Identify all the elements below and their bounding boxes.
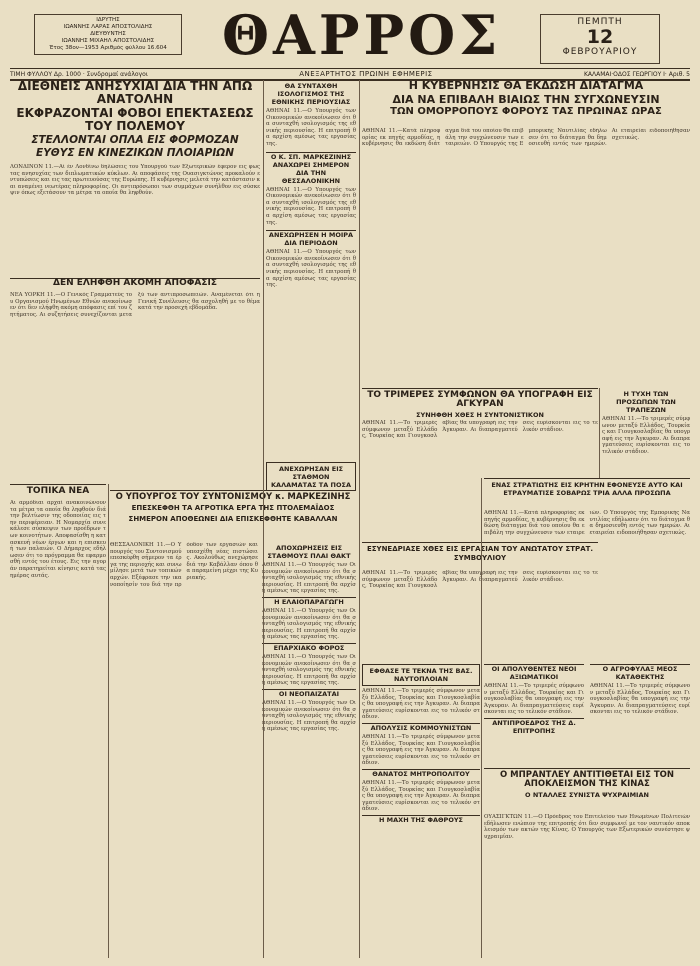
right-headline-1: Η ΚΥΒΕΡΝΗΣΙΣ ΘΑ ΕΚΔΩΣΗ ΔΙΑΤΑΓΜΑ [408,80,644,92]
lead-headline-3: ΣΤΕΛΛΟΝΤΑΙ ΟΠΛΑ ΕΙΣ ΦΟΡΜΟΖΑΝ [31,134,239,147]
mid-headline-5: Ο ΥΠΟΥΡΓΟΣ ΤΟΥ ΣΥΝΤΟΝΙΣΜΟΥ κ. ΜΑΡΚΕΖΙΝΗΣ [115,492,351,502]
right-body-8: ΑΘΗΝΑΙ 11.—Το τριμερές σύμφωνον μεταξύ Ελλάδος, Τουρκίας και Γιουγκοσλαβίας θα υπογραφή εις την Άγκυραν. Αι διαπραγματεύσεις ευρίσκονται εις το τελικόν στάδιον. [484,683,584,716]
mid-body-6: ΑΘΗΝΑΙ 11.—Ο Υπουργός των Οικονομικών ανεκοίνωσεν ότι θα συνταχθή ισολογισμός της εθνικής περιουσίας. Η επιτροπή θα αρχίση αμέσως τας εργασίας της. [262,699,356,733]
right-story2-head [362,388,598,419]
right-headline-4: ΤΟ ΤΡΙΜΕΡΕΣ ΣΥΜΦΩΝΟΝ ΘΑ ΥΠΟΓΡΑΦΗ ΕΙΣ ΑΓΚΥΡΑΝ [367,390,593,409]
founders-line: ΙΩΑΝΝΗΣ ΛΑΡΑΣ ΑΠΟΣΤΟΛΙΔΗΣ [63,24,153,30]
left-head-2-wrap [10,484,106,499]
founders-box [34,14,182,55]
date-number: 12 [586,26,614,48]
right-body-2: ΑΘΗΝΑΙ 11.—Το τριμερές σύμφωνον μεταξύ Ελλάδος, Τουρκίας και Γιουγκοσλαβίας θα υπογραφή εις την Άγκυραν. Αι διαπραγματεύσεις ευρίσκονται εις το τελικόν στάδιον. [362,420,598,440]
right-headline-7: ΕΝΑΣ ΣΤΡΑΤΙΩΤΗΣ ΕΙΣ ΚΡΗΤΗΝ ΕΦΟΝΕΥΣΕ ΑΥΤΟ ΚΑΙ ΕΤΡΑΥΜΑΤΙΣΕ ΣΟΒΑΡΩΣ ΤΡΙΑ ΑΛΛΑ ΠΡΟΣΩΠΑ [491,481,683,497]
right-mid-small [484,662,584,766]
left-body-1: ΝΕΑ ΥΟΡΚΗ 11.—Ο Γενικός Γραμματεύς του Οργανισμού Ηνωμένων Εθνών ανεκοίνωσεν ότι δεν ελήφθη ακόμη απόφασις επί του ζητήματος. Αι συζητήσεις συνεχίζονται μεταξύ των αντιπροσωπειών. Αναμένεται ότι η Γενική Συνέλευσις θα ασχοληθή με το θέμα κατά την προσεχή εβδομάδα. [10,292,260,318]
mid-column-top [266,80,356,460]
right-headline-8: ΕΦΘΑΣΕ ΤΕ ΤΕΚΝΑ ΤΗΣ ΒΑΣ. ΝΑΥΤΟΠΛΟΙΑΝ [362,664,480,686]
mid-headline-10: ΕΠΑΡΧΙΑΚΟ ΦΟΡΟΣ [262,643,356,652]
mid-headline-8: ΑΠΟΧΩΡΗΣΕΙΣ ΕΙΣ ΣΤΑΘΜΟΥΣ ΠΛΑΙ ΘΑΚΤ [267,544,351,560]
founders-line: Έτος 38ον—1953 Αριθμός φύλλου 16.604 [49,45,167,51]
mid-body-2: ΘΕΣΣΑΛΟΝΙΚΗ 11.—Ο Υπουργός του Συντονισμού επεσκέφθη σήμερον τα έργα της περιοχής και συνωμίλησε μετά των τοπικών αρχών. Εξέφρασε την ικανοποίησίν του διά την πρόοδον των εργασιών και υπεσχέθη νέας πιστώσεις. Ακολούθως ανεχώρησε διά την Καβάλλαν όπου θα παραμείνη μέχρι της Κυριακής. [110,542,258,588]
lead-body: ΛΟΝΔΙΝΟΝ 11.—Αί έν Λονδίνω δηλώσεις του Υπουργού των Εξωτερικών έφερον εις φως τας ανησυχίας των διπλωματικών κύκλων. Αι αποφάσεις της Ουασιγκτώνος προκαλούν εντυπώσεις και εις τας πρωτευούσας της Ευρώπης. Η κυβέρνησις μελετά την κατάστασιν και αναμένει νεωτέρας πληροφορίας. Οι αντιπρόσωποι των συμμάχων συνήλθον εις σύσκεψιν όπως εξετάσουν τα μέτρα τα οποία θα ληφθούν. [10,164,260,197]
lead-headline-2: ΕΚΦΡΑΖΟΝΤΑΙ ΦΟΒΟΙ ΕΠΕΚΤΑΣΕΩΣ ΤΟΥ ΠΟΛΕΜΟΥ [16,106,254,133]
right-headline-2: ΔΙΑ ΝΑ ΕΠΙΒΑΛΗ ΒΙΑΙΩΣ ΤΗΝ ΣΥΓΧΩΝΕΥΣΙΝ [392,92,660,106]
right-story4-head [484,478,690,509]
right-body-1: ΑΘΗΝΑΙ 11.—Κατά πληροφορίας εκ πηγής αρμοδίας, η κυβέρνησις θα εκδώση διάταγμα διά του οποίου θα επιβάλη την συγχώνευσιν των εταιρειών. Ο Υπουργός της Εμπορικής Ναυτιλίας εδήλωσεν ότι το διάταγμα θα δημοσιευθή εντός των ημερών. Αι εταιρείαι ειδοποιήθησαν σχετικώς. [362,128,690,148]
right-headline-6: ΕΣΥΝΕΔΡΙΑΣΕ ΧΘΕΣ ΕΙΣ ΕΡΓΑΣΙΑΝ ΤΟΥ ΑΝΩΤΑΤΟΥ ΣΤΡΑΤ. ΣΥΜΒΟΥΛΙΟΥ [366,545,594,562]
mid-headline-4: ΑΝΕΧΩΡΗΣΑΝ ΕΙΣ ΣΤΑΘΜΟΝ ΚΑΛΑΜΑΤΑΣ ΤΑ ΠΟΣΑ [266,462,356,490]
price-line: ΤΙΜΗ ΦΥΛΛΟΥ Δρ. 1000 · Συνδρομαί ανάλογοι [10,70,148,78]
masthead [10,3,690,68]
lead-headline-1: ΔΙΕΘΝΕΙΣ ΑΝΗΣΥΧΙΑΙ ΔΙΑ ΤΗΝ ΑΠΩ ΑΝΑΤΟΛΗΝ [17,80,253,106]
right-body-7: ΑΘΗΝΑΙ 11.—Κατά πληροφορίας εκ πηγής αρμοδίας, η κυβέρνησις θα εκδώση διάταγμα διά του οποίου θα επιβάλη την συγχώνευσιν των εταιρειών. Ο Υπουργός της Εμπορικής Ναυτιλίας εδήλωσεν ότι το διάταγμα θα δημοσιευθή εντός των ημερών. Αι εταιρείαι ειδοποιήθησαν σχετικώς. [484,510,690,536]
mid-body-5: ΑΘΗΝΑΙ 11.—Ο Υπουργός των Οικονομικών ανεκοίνωσεν ότι θα συνταχθή ισολογισμός της εθνικής περιουσίας. Η επιτροπή θα αρχίση αμέσως τας εργασίας της. [262,653,356,687]
date-day: ΠΕΜΠΤΗ [577,17,623,27]
right-lower-left [362,662,480,958]
mid-column-bottom [262,542,356,958]
date-month: ΦΕΒΡΟΥΑΡΙΟΥ [562,47,638,57]
mid-body-4: ΑΘΗΝΑΙ 11.—Ο Υπουργός των Οικονομικών ανεκοίνωσεν ότι θα συνταχθή ισολογισμός της εθνικής περιουσίας. Η επιτροπή θα αρχίση αμέσως τας εργασίας της. [262,607,356,641]
right-headline-15: Ο ΑΓΡΟΦΥΛΑΞ ΜΕΟΣ ΚΑΤΑΘΕΚΤΗΣ [590,664,690,681]
far-right-top [602,388,690,478]
right-headline-11: Η ΜΑΧΗ ΤΗΣ ΦΑΘΡΟΥΣ [362,815,480,824]
date-box [540,14,660,64]
right-body-4: ΑΘΗΝΑΙ 11.—Το τριμερές σύμφωνον μεταξύ Ελλάδος, Τουρκίας και Γιουγκοσλαβίας θα υπογραφή εις την Άγκυραν. Αι διαπραγματεύσεις ευρίσκονται εις το τελικόν στάδιον. [362,688,480,721]
right-headline-13: Ο ΝΤΑΛΛΕΣ ΣΥΝΙΣΤΑ ΨΥΧΡΑΙΜΙΑΝ [525,791,649,799]
mid-headline-6: ΕΠΕΣΚΕΦΘΗ ΤΑ ΑΓΡΟΤΙΚΑ ΕΡΓΑ ΤΗΣ ΠΤΟΛΕΜΑΪΔΟΣ [131,504,335,512]
lead-headline-4: ΕΥΘΥΣ ΕΝ ΚΙΝΕΖΙΚΩΝ ΠΛΟΙΑΡΙΩΝ [36,147,234,160]
newspaper-title: ΘΑΡΡΟΣ [222,3,502,67]
mid-body-1: ΑΘΗΝΑΙ 11.—Ο Υπουργός των Οικονομικών ανεκοίνωσεν ότι θα συνταχθή ισολογισμός της εθνικής περιουσίας. Η επιτροπή θα αρχίση αμέσως τας εργασίας της. [266,108,356,147]
mid-headline-9: Η ΕΛΑΙΟΠΑΡΑΓΩΓΗ [262,597,356,606]
right-body-6: ΑΘΗΝΑΙ 11.—Το τριμερές σύμφωνον μεταξύ Ελλάδος, Τουρκίας και Γιουγκοσλαβίας θα υπογραφή εις την Άγκυραν. Αι διαπραγματεύσεις ευρίσκονται εις το τελικόν στάδιον. [362,779,480,813]
mid-body-1c: ΑΘΗΝΑΙ 11.—Ο Υπουργός των Οικονομικών ανεκοίνωσεν ότι θα συνταχθή ισολογισμός της εθνικής περιουσίας. Η επιτροπή θα αρχίση αμέσως τας εργασίας της. [266,249,356,289]
left-headline-1: ΔΕΝ ΕΛΗΦΘΗ ΑΚΟΜΗ ΑΠΟΦΑΣΙΣ [10,278,260,288]
mid-headline-11: ΟΙ ΝΕΟΠΑΙΖΑΤΑΙ [262,689,356,698]
right-headline-14: ΟΙ ΑΠΟΛΥΘΕΝΤΕΣ ΝΕΟΙ ΑΞΙΩΜΑΤΙΚΟΙ [484,664,584,681]
right-body-10: ΟΥΑΣΙΓΚΤΩΝ 11.—Ο Πρόεδρος του Επιτελείου των Ηνωμένων Πολιτειών εδήλωσεν ενώπιον της επιτροπής ότι δεν συμφωνεί με τον ναυτικόν αποκλεισμόν των ακτών της Κίνας. Ο Υπουργός των Εξωτερικών συνέστησε ψυχραιμίαν. [484,814,690,840]
mid-box-head [266,460,356,490]
right-mid-small-2 [590,662,690,766]
founders-line: ΔΙΕΥΘΥΝΤΗΣ [90,31,126,37]
founders-line: ΙΩΑΝΝΗΣ ΜΙΧΑΗΛ ΑΠΟΣΤΟΛΙΔΗΣ [61,38,155,44]
far-right-body-1: ΑΘΗΝΑΙ 11.—Το τριμερές σύμφωνον μεταξύ Ελλάδος, Τουρκίας και Γιουγκοσλαβίας θα υπογραφή εις την Άγκυραν. Αι διαπραγματεύσεις ευρίσκονται εις το τελικόν στάδιον. [602,416,690,455]
columns-area [10,80,690,958]
left-head-1-wrap [10,276,260,290]
founders-line: ΙΔΡΥΤΗΣ [96,17,120,23]
mid-story-head [110,490,356,541]
mid-headline-3: ΑΝΕΧΩΡΗΣΕΝ Η ΜΟΙΡΑ ΔΙΑ ΠΕΡΙΟΔΟΝ [266,230,356,247]
right-headline-12: Ο ΜΠΡΑΝΤΛΕΥ ΑΝΤΙΤΙΘΕΤΑΙ ΕΙΣ ΤΟΝ ΑΠΟΚΛΕΙΣΜΟΝ ΤΗΣ ΚΙΝΑΣ [500,770,674,789]
column-rule [481,478,482,958]
right-headline-9: ΑΠΟΛΥΣΙΣ ΚΟΜΜΟΥΝΙΣΤΩΝ [362,723,480,732]
mid-body-1b: ΑΘΗΝΑΙ 11.—Ο Υπουργός των Οικονομικών ανεκοίνωσεν ότι θα συνταχθή ισολογισμός της εθνικής περιουσίας. Η επιτροπή θα αρχίση αμέσως τας εργασίας της. [266,186,356,226]
subtitle: ΑΝΕΞΑΡΤΗΤΟΣ ΠΡΩΙΝΗ ΕΦΗΜΕΡΙΣ [299,70,433,78]
right-headline-10: ΘΑΝΑΤΟΣ ΜΗΤΡΟΠΟΛΙΤΟΥ [362,769,480,778]
mid-headline-2: Ο Κ. ΣΠ. ΜΑΡΚΕΖΙΝΗΣ ΑΝΑΧΩΡΕΙ ΣΗΜΕΡΟΝ ΔΙΑ ΤΗΝ ΘΕΣΣΑΛΟΝΙΚΗΝ [266,152,356,185]
right-body-5: ΑΘΗΝΑΙ 11.—Το τριμερές σύμφωνον μεταξύ Ελλάδος, Τουρκίας και Γιουγκοσλαβίας θα υπογραφή εις την Άγκυραν. Αι διαπραγματεύσεις ευρίσκονται εις το τελικόν στάδιον. [362,733,480,767]
right-story5-head [484,768,690,813]
mid-headline-1: ΘΑ ΣΥΝΤΑΧΘΗ ΙΣΟΛΟΓΙΣΜΟΣ ΤΗΣ ΕΘΝΙΚΗΣ ΠΕΡΙΟΥΣΙΑΣ [271,82,351,106]
right-body-3: ΑΘΗΝΑΙ 11.—Το τριμερές σύμφωνον μεταξύ Ελλάδος, Τουρκίας και Γιουγκοσλαβίας θα υπογραφή εις την Άγκυραν. Αι διαπραγματεύσεις ευρίσκονται εις το τελικόν στάδιον. [362,570,598,590]
right-headline-17: Η ΤΥΧΗ ΤΩΝ ΠΡΟΣΩΠΩΝ ΤΩΝ ΤΡΑΠΕΖΩΝ [616,390,676,414]
left-headline-2: ΤΟΠΙΚΑ ΝΕΑ [26,486,90,496]
mid-body-3: ΑΘΗΝΑΙ 11.—Ο Υπουργός των Οικονομικών ανεκοίνωσεν ότι θα συνταχθή ισολογισμός της εθνικής περιουσίας. Η επιτροπή θα αρχίση αμέσως τας εργασίας της. [262,562,356,595]
lead-story-head [10,80,260,164]
address-line: ΚΑΛΑΜΑΙ·ΟΔΟΣ ΓΕΩΡΓΙΟΥ Ι· Αριθ. 5 [583,70,690,78]
left-body-2: Αι αρμόδιαι αρχαί ανακοινώνουν τα μέτρα τα οποία θα ληφθούν διά την βελτίωσιν της οδοποιίας εις την περιφέρειαν. Η Νομαρχία συνεκάλεσε σύσκεψιν των προέδρων των κοινοτήτων. Αποφασίσθη η κατασκευή νέων έργων και η επισκευή των παλαιών. Ο Δήμαρχος εδήλωσεν ότι το πρόγραμμα θα εφαρμοσθή εντός του έτους. Εις την αγοράν παρατηρείται κίνησις κατά τας ημέρας αυτάς. [10,500,106,579]
column-rule [599,388,600,478]
column-rule [263,80,264,958]
right-lead-head [362,80,690,126]
column-rule [108,484,109,958]
right-body-9: ΑΘΗΝΑΙ 11.—Το τριμερές σύμφωνον μεταξύ Ελλάδος, Τουρκίας και Γιουγκοσλαβίας θα υπογραφή εις την Άγκυραν. Αι διαπραγματεύσεις ευρίσκονται εις το τελικόν στάδιον. [590,683,690,716]
right-headline-16: ΑΝΤΙΠΡΟΕΔΡΟΣ ΤΗΣ Δ. ΕΠΙΤΡΟΠΗΣ [484,718,584,735]
column-rule [359,80,360,958]
right-headline-3: ΤΩΝ ΟΜΟΡΡΟΠΟΥΣ ΦΟΡΟΥΣ ΤΑΣ ΠΡΩΙΝΑΣ ΩΡΑΣ [390,106,662,118]
mid-headline-7: ΣΗΜΕΡΟΝ ΑΠΟΘΕΩΝΕΙ ΔΙΑ ΕΠΙΣΚΕΦΘΗΤΕ ΚΑΒΑΛΛΑΝ [128,515,338,523]
right-headline-5: ΣΥΝΗΦΘΗ ΧΘΕΣ Η ΣΥΝΤΟΝΙΣΤΙΚΟΝ [416,411,544,419]
